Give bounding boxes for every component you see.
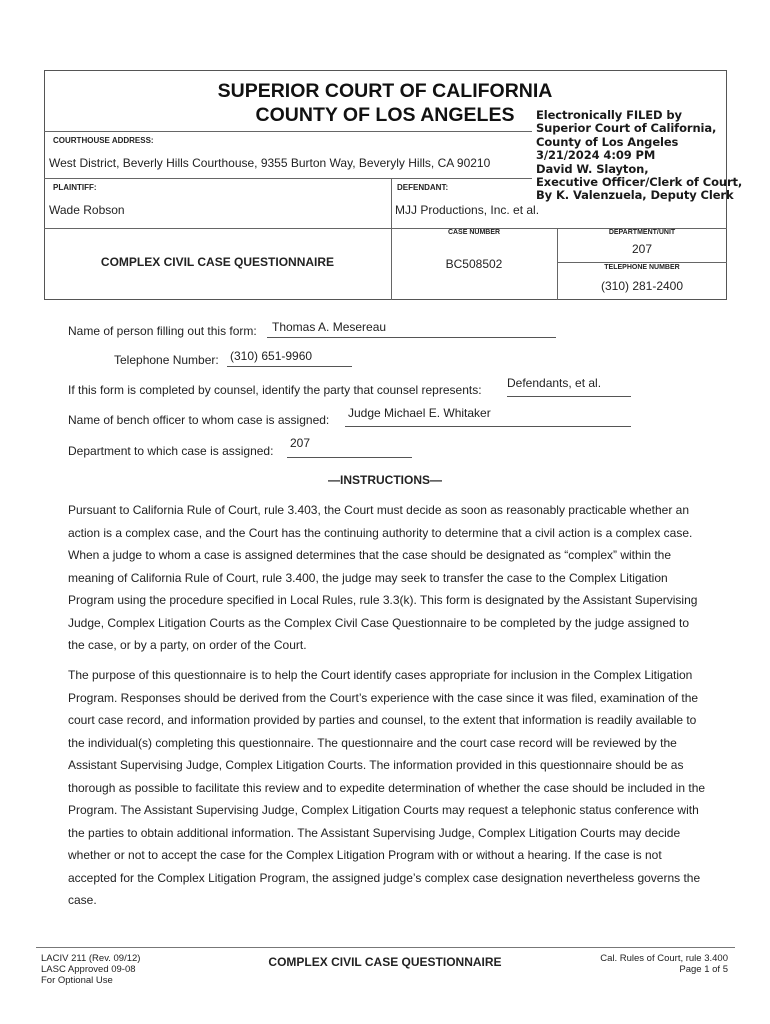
divider bbox=[557, 262, 727, 263]
divider bbox=[44, 131, 532, 132]
courthouse-address-value: West District, Beverly Hills Courthouse, 9355 Burton Way, Beveryly Hills, CA 90210 bbox=[49, 156, 491, 170]
stamp-line: County of Los Angeles bbox=[536, 134, 679, 149]
rule-citation: Cal. Rules of Court, rule 3.400 bbox=[600, 953, 728, 964]
footer-rules bbox=[600, 953, 728, 975]
plaintiff-label: PLAINTIFF: bbox=[53, 183, 97, 192]
defendant-label: DEFENDANT: bbox=[397, 183, 449, 192]
instructions-paragraph-1: Pursuant to California Rule of Court, rule 3.403, the Court must decide as soon as reasonably practicable whether an action is a complex case, and the Court has the continuing authority to determine that a civil action is a complex case. When a judge to whom a case is assigned determines that the case should be designated as “complex” within the meaning of California Rule of Court, rule 3.400, the judge may seek to transfer the case to the Complex Litigation Program using the procedure specified in Local Rules, rule 3.3(k). This form is designated by the Assistant Supervising Judge, Complex Litigation Courts as the Complex Civil Case Questionnaire to be completed by the judge assigned to the case, or by a party, on order of the Court. bbox=[68, 503, 698, 652]
instructions-paragraph-2: The purpose of this questionnaire is to help the Court identify cases appropriate for inclusion in the Complex Litigation Program. Responses should be derived from the Court’s experience with the case since it was filed, examination of the court case record, and information provided by parties and counsel, to the extent that information is readily available to the individual(s) completing this questionnaire. The questionnaire and the court case record will be reviewed by the Assistant Supervising Judge, Complex Litigation Courts. The information provided in this questionnaire should be as thorough as possible to facilitate this review and to expedite determination of whether the case should be included in the Program. The Assistant Supervising Judge, Complex Litigation Courts may request a telephonic status conference with the parties to obtain additional information. The Assistant Supervising Judge, Complex Litigation Courts may decide whether or not to accept the case for the Complex Litigation Program with or without a hearing. If the case is not accepted for the Complex Litigation Program, the assigned judge’s complex case designation nevertheless governs the case. bbox=[68, 668, 706, 907]
stamp-line: Superior Court of California, bbox=[536, 121, 717, 136]
telephone-value: (310) 281-2400 bbox=[600, 279, 684, 293]
footer-rule bbox=[36, 947, 735, 948]
caption-form-title: COMPLEX CIVIL CASE QUESTIONNAIRE bbox=[100, 255, 335, 269]
stamp-line: Electronically FILED by bbox=[536, 108, 682, 122]
person-field[interactable]: Thomas A. Mesereau bbox=[272, 320, 387, 334]
party-field[interactable]: Defendants, et al. bbox=[507, 376, 602, 390]
court-county: COUNTY OF LOS ANGELES bbox=[255, 104, 515, 126]
page-number: Page 1 of 5 bbox=[679, 964, 728, 975]
approval-note: LASC Approved 09-08 bbox=[41, 964, 136, 975]
department-label: DEPARTMENT/UNIT bbox=[608, 229, 676, 236]
phone-field[interactable]: (310) 651-9960 bbox=[230, 349, 313, 363]
form-id: LACIV 211 (Rev. 09/12) bbox=[41, 953, 141, 964]
party-field-line[interactable] bbox=[507, 396, 631, 397]
stamp-line: 3/21/2024 4:09 PM bbox=[536, 148, 656, 163]
person-field-line[interactable] bbox=[267, 337, 556, 338]
department-value: 207 bbox=[631, 242, 653, 256]
telephone-label: TELEPHONE NUMBER bbox=[604, 264, 680, 271]
stamp-line: David W. Slayton, bbox=[536, 161, 649, 176]
dept-label: Department to which case is assigned: bbox=[68, 444, 274, 458]
footer-title: COMPLEX CIVIL CASE QUESTIONNAIRE bbox=[268, 955, 502, 969]
divider bbox=[44, 178, 532, 179]
party-label: If this form is completed by counsel, identify the party that counsel represents: bbox=[68, 383, 482, 397]
plaintiff-value: Wade Robson bbox=[49, 203, 125, 217]
dept-field-line[interactable] bbox=[287, 457, 412, 458]
officer-label: Name of bench officer to whom case is assigned: bbox=[68, 413, 330, 427]
instructions-heading: —INSTRUCTIONS— bbox=[328, 473, 442, 487]
divider bbox=[391, 178, 392, 228]
case-number-label: CASE NUMBER bbox=[447, 229, 501, 236]
person-label: Name of person filling out this form: bbox=[68, 324, 257, 338]
stamp-line: Executive Officer/Clerk of Court, bbox=[536, 175, 743, 190]
phone-field-line[interactable] bbox=[227, 366, 352, 367]
dept-field[interactable]: 207 bbox=[290, 436, 311, 450]
stamp-line: By K. Valenzuela, Deputy Clerk bbox=[536, 188, 734, 203]
defendant-value: MJJ Productions, Inc. et al. bbox=[395, 203, 540, 217]
officer-field-line[interactable] bbox=[345, 426, 631, 427]
officer-field[interactable]: Judge Michael E. Whitaker bbox=[348, 406, 491, 420]
optional-use-note: For Optional Use bbox=[41, 975, 113, 986]
phone-label: Telephone Number: bbox=[114, 353, 219, 367]
filing-stamp bbox=[536, 109, 742, 203]
court-name: SUPERIOR COURT OF CALIFORNIA bbox=[217, 80, 553, 102]
case-number-value: BC508502 bbox=[445, 257, 503, 271]
courthouse-address-label: COURTHOUSE ADDRESS: bbox=[53, 136, 154, 145]
